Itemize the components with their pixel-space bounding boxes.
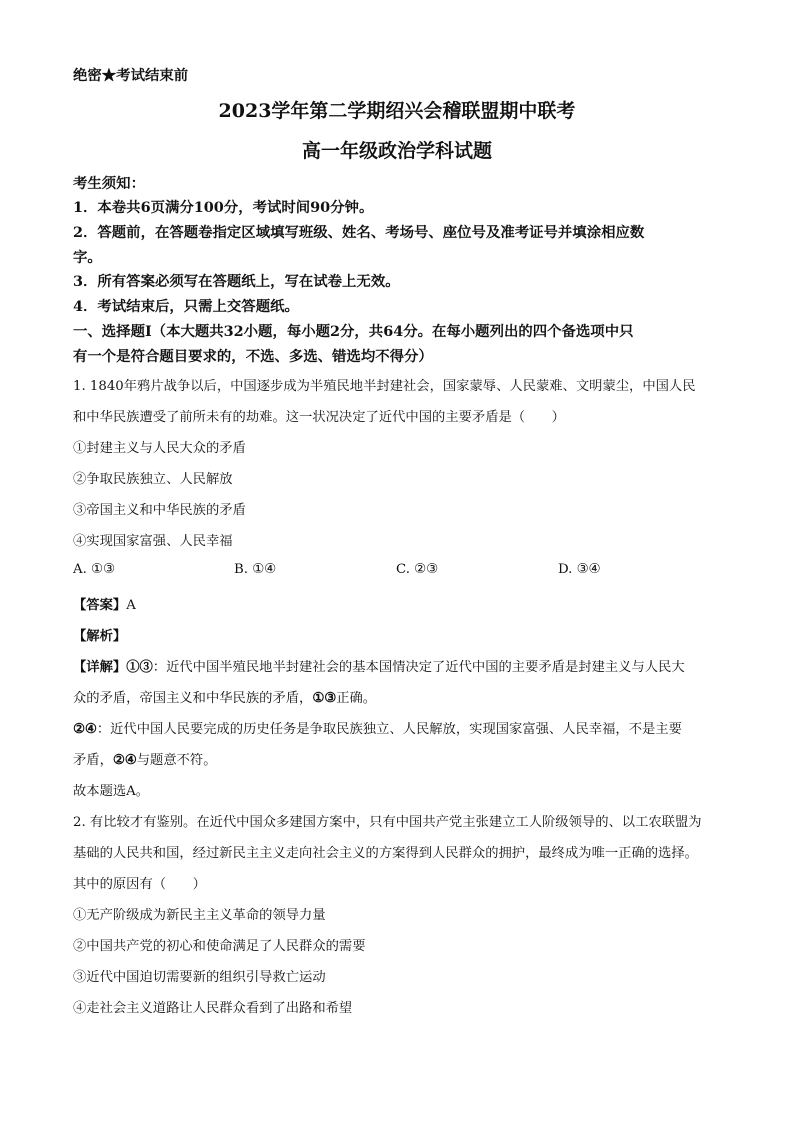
- q1-item: ①封建主义与人民大众的矛盾: [73, 441, 246, 456]
- exam-title: 2023学年第二学期绍兴会稽联盟期中联考: [218, 100, 576, 122]
- detail-tag: 【详解】: [73, 660, 127, 675]
- q2-stem-cont: 基础的人民共和国，经过新民主主义走向社会主义的方案得到人民群众的拥护，最终成为唯一正确的选择。: [73, 846, 698, 861]
- detail-text: ：近代中国半殖民地半封建社会的基本国情决定了近代中国的主要矛盾是封建主义与人民大: [152, 660, 685, 675]
- q1-conclusion: 故本题选A。: [73, 784, 150, 799]
- q1-choice-a: A. ①③: [73, 562, 115, 577]
- notice-item: 2．答题前，在答题卷指定区域填写班级、姓名、考场号、座位号及准考证号并填涂相应数: [73, 224, 645, 241]
- notice-heading: 考生须知：: [73, 175, 145, 192]
- notice-item: 1．本卷共6页满分100分，考试时间90分钟。: [73, 199, 374, 216]
- q1-item: ③帝国主义和中华民族的矛盾: [73, 503, 246, 518]
- exam-subtitle: 高一年级政治学科试题: [301, 140, 492, 162]
- q2-item: ②中国共产党的初心和使命满足了人民群众的需要: [73, 939, 366, 954]
- detail-key: ②④: [112, 753, 137, 768]
- secret-label: 绝密★考试结束前: [73, 67, 189, 84]
- q2-item: ③近代中国迫切需要新的组织引导救亡运动: [73, 970, 326, 985]
- q1-choice-c: C. ②③: [396, 562, 438, 577]
- q1-stem: 1. 1840年鸦片战争以后，中国逐步成为半殖民地半封建社会，国家蒙辱、人民蒙难、文明蒙尘，中国人民: [73, 379, 696, 394]
- q2-stem-cont: 其中的原因有（ ）: [73, 877, 206, 892]
- detail-key: ①③: [312, 691, 337, 706]
- answer-value: A: [126, 598, 136, 613]
- notice-item: 3．所有答案必须写在答题纸上，写在试卷上无效。: [73, 273, 400, 290]
- detail-text: ：近代中国人民要完成的历史任务是争取民族独立、人民解放，实现国家富强、人民幸福，不是主要: [96, 722, 682, 737]
- q1-analysis-tag: [73, 625, 126, 644]
- detail-text: 矛盾，: [73, 753, 113, 768]
- q1-detail-line3: [73, 718, 682, 737]
- q1-answer: [73, 594, 136, 613]
- answer-tag: 【答案】: [73, 598, 127, 613]
- detail-text: 与题意不符。: [136, 753, 217, 768]
- q1-detail-line4: [73, 749, 217, 768]
- q1-stem-cont: 和中华民族遭受了前所未有的劫难。这一状况决定了近代中国的主要矛盾是（ ）: [73, 410, 565, 425]
- q1-choice-b: B. ①④: [234, 562, 277, 577]
- notice-item: 4．考试结束后，只需上交答题纸。: [73, 298, 299, 315]
- section-heading: 一、选择题Ⅰ（本大题共32小题，每小题2分，共64分。在每小题列出的四个备选项中只: [73, 323, 634, 340]
- q2-item: ①无产阶级成为新民主主义革命的领导力量: [73, 908, 326, 923]
- notice-item: 字。: [73, 249, 102, 266]
- analysis-tag: 【解析】: [73, 629, 127, 644]
- detail-text: 正确。: [336, 691, 377, 706]
- detail-text: 众的矛盾，帝国主义和中华民族的矛盾，: [73, 691, 313, 706]
- q1-item: ④实现国家富强、人民幸福: [73, 534, 233, 549]
- section-heading-cont: 有一个是符合题目要求的，不选、多选、错选均不得分）: [73, 348, 433, 365]
- q2-stem: 2. 有比较才有鉴别。在近代中国众多建国方案中，只有中国共产党主张建立工人阶级领导的、以工农联盟为: [73, 815, 702, 830]
- q1-detail-line1: [73, 656, 685, 675]
- q1-item: ②争取民族独立、人民解放: [73, 472, 233, 487]
- q2-item: ④走社会主义道路让人民群众看到了出路和希望: [73, 1001, 353, 1016]
- detail-key: ②④: [73, 722, 97, 737]
- q1-choice-d: D. ③④: [558, 562, 601, 577]
- detail-key: ①③: [126, 660, 153, 675]
- q1-detail-line2: [73, 687, 376, 706]
